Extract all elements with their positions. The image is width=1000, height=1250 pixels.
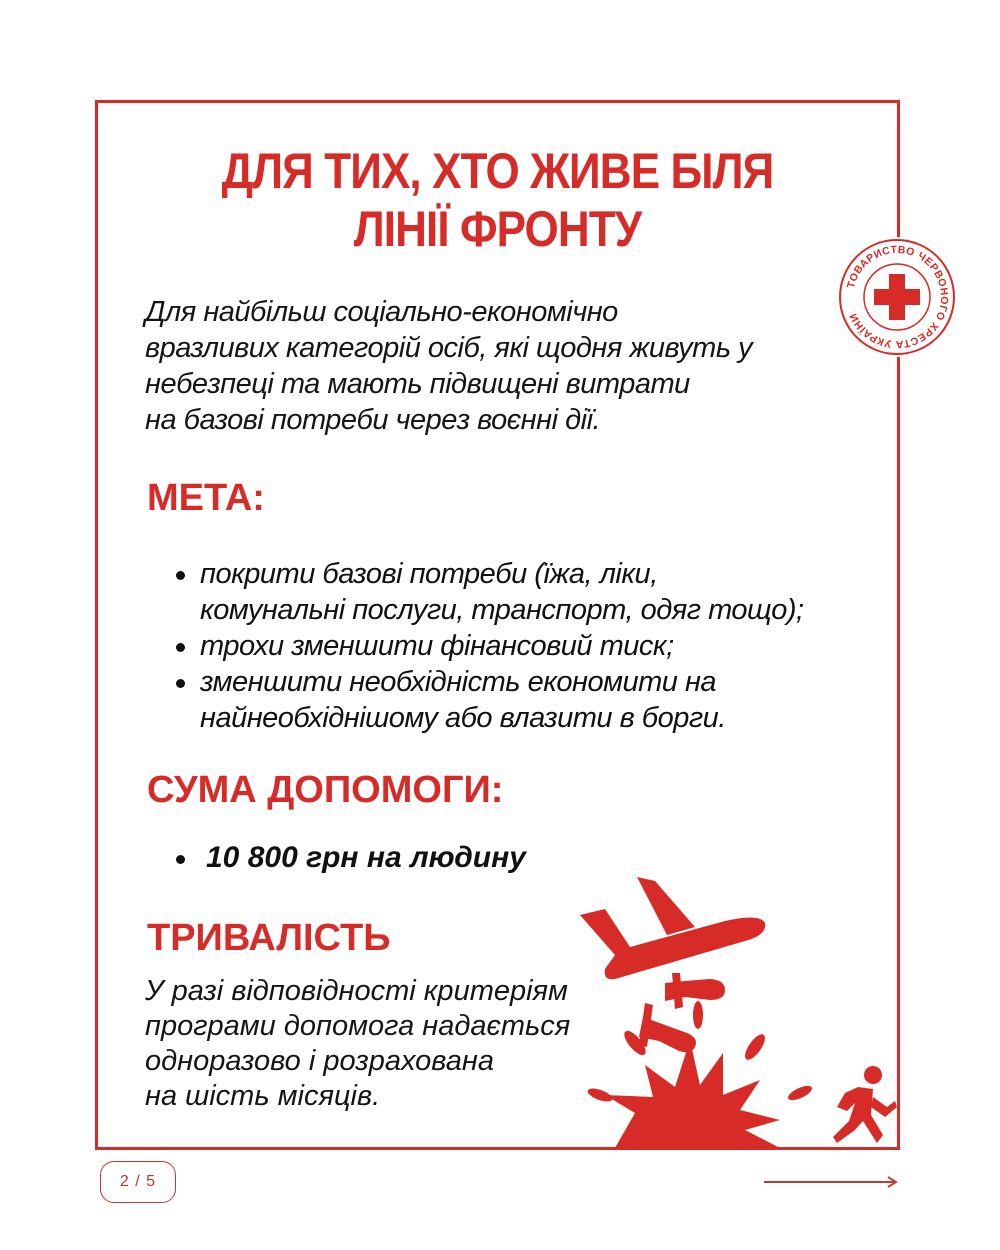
goal-text: зменшити необхідність економити на <box>200 666 717 698</box>
bullet-icon <box>176 855 185 864</box>
bullet-icon <box>176 643 185 652</box>
red-cross-logo <box>837 237 957 357</box>
title-line-1: ДЛЯ ТИХ, ХТО ЖИВЕ БІЛЯ <box>221 143 774 199</box>
goal-text: покрити базові потреби (їжа, ліки, <box>200 558 658 590</box>
goal-text: найнеобхіднішому або влазити в борги. <box>200 702 726 734</box>
title-line-2: ЛІНІЇ ФРОНТУ <box>353 201 642 257</box>
duration-line: одноразово і розрахована <box>145 1045 495 1077</box>
page-indicator: 2 / 5 <box>100 1161 176 1203</box>
intro-paragraph <box>145 294 845 438</box>
bullet-icon <box>176 571 185 580</box>
goal-heading: МЕТА: <box>147 477 265 519</box>
page-title <box>143 142 851 258</box>
arrow-right-icon[interactable] <box>764 1174 900 1190</box>
list-item <box>172 556 852 628</box>
bomb-icon <box>665 973 725 1009</box>
amount-heading: СУМА ДОПОМОГИ: <box>147 769 504 811</box>
war-illustration <box>575 875 900 1148</box>
goal-list <box>172 556 852 736</box>
duration-line: У разі відповідності критеріям <box>145 975 568 1007</box>
red-cross-icon <box>837 237 957 357</box>
duration-heading: ТРИВАЛІСТЬ <box>147 917 391 959</box>
intro-line: небезпеці та мають підвищені витрати <box>145 368 690 400</box>
running-person-icon <box>833 1066 897 1143</box>
intro-line: вразливих категорій осіб, які щодня живуть у <box>145 332 753 364</box>
duration-paragraph <box>145 974 615 1114</box>
duration-line: на шість місяців. <box>145 1080 381 1112</box>
intro-line: Для найбільш соціально-економічно <box>145 296 618 328</box>
explosion-icon <box>586 1001 814 1148</box>
list-item <box>172 628 852 664</box>
amount-item <box>172 838 526 878</box>
duration-line: програми допомога надається <box>145 1010 571 1042</box>
intro-line: на базові потреби через воєнні дії. <box>145 404 601 436</box>
list-item <box>172 664 852 736</box>
svg-text:ТОВАРИСТВО ЧЕРВОНОГО ХРЕСТА УК: ТОВАРИСТВО ЧЕРВОНОГО ХРЕСТА УКРАЇНИ <box>844 243 951 351</box>
goal-text: трохи зменшити фінансовий тиск; <box>200 630 674 662</box>
amount-value: 10 800 грн на людину <box>206 841 526 874</box>
airplane-icon <box>580 877 765 979</box>
bomb-icon <box>639 1003 696 1052</box>
bullet-icon <box>176 679 185 688</box>
goal-text: комунальні послуги, транспорт, одяг тощо); <box>200 594 804 626</box>
